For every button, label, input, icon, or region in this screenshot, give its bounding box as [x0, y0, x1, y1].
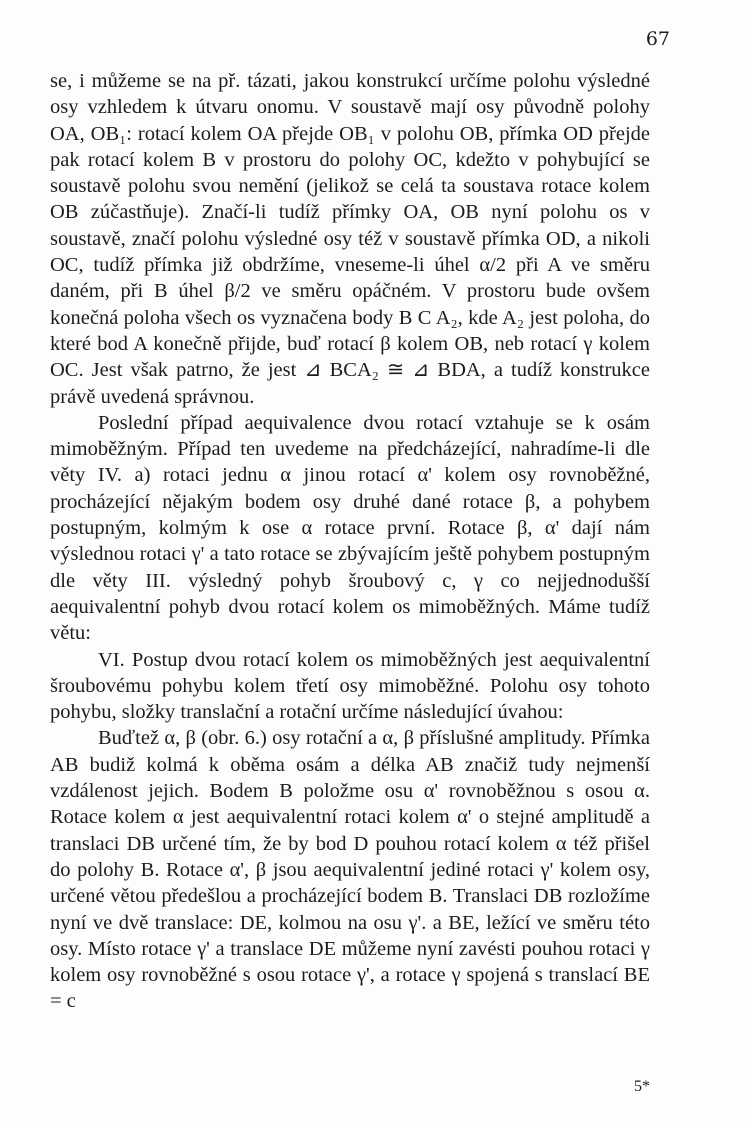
- paragraph-4: Buďtež α, β (obr. 6.) osy rotační a α, β příslušné amplitudy. Přímka AB budiž kolmá k oběma osám a délka AB značiž tudy nejmenší vzdálenost jejich. Bodem B položme osu α' rovnoběžnou s osou α. Rotace kolem α jest aequivalentní rotaci kolem α' o stejné amplitudě a translaci DB určené tím, že by bod D pouhou rotací kolem α též přišel do polohy B. Rotace α', β jsou aequivalentní jediné rotaci γ' kolem osy, určené větou předešlou a procházející bodem B. Translaci DB rozložíme nyní ve dvě translace: DE, kolmou na osu γ'. a BE, ležící ve směru této osy. Místo rotace γ' a translace DE můžeme nyní zavésti pouhou rotaci γ kolem osy rovnoběžné s osou rotace γ', a rotace γ spojená s translací BE = c: [50, 727, 650, 1013]
- page-number: 67: [645, 28, 670, 50]
- paragraph-1: se, i můžeme se na př. tázati, jakou konstrukcí určíme polohu výsledné osy vzhledem k útvaru onomu. V soustavě mají osy původně polohy OA, OB₁: rotací kolem OA přejde OB₁ v polohu OB, přímka OD přejde pak rotací kolem B v prostoru do polohy OC, kdežto v pohybující se soustavě polohu svou nemění (jelikož se celá ta soustava rotace kolem OB zúčastňuje). Značí-li tudíž přímky OA, OB nyní polohu os v soustavě, značí polohu výsledné osy též v soustavě přímka OD, a nikoli OC, tudíž přímka již obdržíme, vneseme-li úhel α/2 při A ve směru daném, při B úhel β/2 ve směru opáčném. V prostoru bude ovšem konečná poloha všech os vyznačena body B C A₂, kde A₂ jest poloha, do které bod A konečně přijde, buď rotací β kolem OB, neb rotací γ kolem OC. Jest však patrno, že jest ⊿ BCA₂ ≅ ⊿ BDA, a tudíž konstrukce právě uvedená správnou.: [50, 70, 650, 408]
- theorem-vi: VI. Postup dvou rotací kolem os mimoběžných jest aequivalentní šroubovému pohybu kolem třetí osy mimoběžné. Polohu osy tohoto pohybu, složky translační a rotační určíme následující úvahou:: [50, 648, 650, 724]
- body-text: [50, 68, 650, 1015]
- paragraph-2: Poslední případ aequivalence dvou rotací vztahuje se k osám mimoběžným. Případ ten uvedeme na předcházející, nahradíme-li dle věty IV. a) rotaci jednu α jinou rotací α' kolem osy rovnoběžné, procházející nějakým bodem osy druhé dané rotace β, a pohybem postupným, kolmým k ose α rotace první. Rotace β, α' dají nám výslednou rotaci γ' a tato rotace se zbývajícím ještě pohybem postupným dle věty III. výsledný pohyb šroubový c, γ co nejjednodušší aequivalentní pohyb dvou rotací kolem os mimoběžných. Máme tudíž větu:: [50, 411, 650, 645]
- printer-signature: 5*: [634, 1078, 650, 1095]
